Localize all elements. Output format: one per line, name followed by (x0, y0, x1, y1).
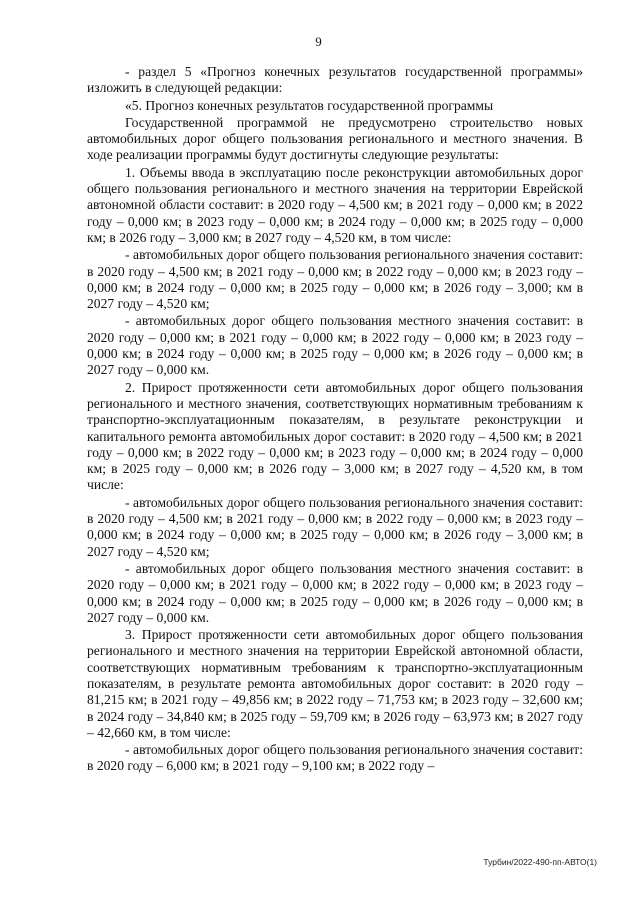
paragraph-section-5-intro: - раздел 5 «Прогноз конечных результатов государственной программы» изложить в следующей редакции: (87, 64, 583, 96)
page-number: 9 (315, 34, 322, 49)
paragraph-result-2-regional: - автомобильных дорог общего пользования регионального значения составит: в 2020 году – 4,500 км; в 2021 году – 0,000 км; в 2022 году – 0,000 км; в 2023 году – 0,000 км; в 2024 году – 0,000 км; в 2025 году – 0,000 км; в 2026 году – 3,000 км; в 2027 году – 4,520 км; (87, 494, 583, 559)
paragraph-result-3: 3. Прирост протяженности сети автомобильных дорог общего пользования регионального и местного значения на территории Еврейской автономной области, соответствующих нормативным требованиям к транспортно-эксплуатационным показателям, в результате ремонта автомобильных дорог составит: в 2020 году – 81,215 км; в 2021 году – 49,856 км; в 2022 году – 71,753 км; в 2023 году – 32,600 км; в 2024 году – 34,840 км; в 2025 году – 59,709 км; в 2026 году – 63,973 км; в 2027 году – 42,660 км, в том числе: (87, 627, 583, 740)
paragraph-section-5-title: «5. Прогноз конечных результатов государственной программы (125, 97, 494, 113)
paragraph-program-note: Государственной программой не предусмотрено строительство новых автомобильных дорог общего пользования регионального и местного значения. В ходе реализации программы будут достигнуты следующие результаты: (87, 114, 583, 163)
paragraph-result-2: 2. Прирост протяженности сети автомобильных дорог общего пользования регионального и местного значения, соответствующих нормативным требованиям к транспортно-эксплуатационным показателям, в результате реконструкции и капитального ремонта автомобильных дорог составит: в 2020 году – 4,500 км; в 2021 году – 0,000 км; в 2022 году – 0,000 км; в 2023 году – 0,000 км; в 2024 году – 0,000 км; в 2025 году – 0,000 км; в 2026 году – 3,000 км; в 2027 году – 4,520 км, в том числе: (87, 379, 583, 493)
document-body (87, 64, 583, 776)
paragraph-result-2-local: - автомобильных дорог общего пользования местного значения составит: в 2020 году – 0,000 км; в 2021 году – 0,000 км; в 2022 году – 0,000 км; в 2023 году – 0,000 км; в 2024 году – 0,000 км; в 2025 году – 0,000 км; в 2026 году – 0,000 км; в 2027 году – 0,000 км. (87, 560, 583, 625)
paragraph-result-1-regional: - автомобильных дорог общего пользования регионального значения составит: в 2020 году – 4,500 км; в 2021 году – 0,000 км; в 2022 году – 0,000 км; в 2023 году – 0,000 км; в 2024 году – 0,000 км; в 2025 году – 0,000 км; в 2026 году – 3,000; км в 2027 году – 4,520 км; (87, 247, 583, 312)
paragraph-result-1: 1. Объемы ввода в эксплуатацию после реконструкции автомобильных дорог общего пользования регионального и местного значения на территории Еврейской автономной области составит: в 2020 году – 4,500 км; в 2021 году – 0,000 км; в 2022 году – 0,000 км; в 2023 году – 0,000 км; в 2024 году – 0,000 км; в 2025 году – 0,000 км; в 2026 году – 3,000 км; в 2027 году – 4,520 км, в том числе: (87, 164, 583, 245)
paragraph-result-3-regional: - автомобильных дорог общего пользования регионального значения составит: в 2020 году – 6,000 км; в 2021 году – 9,100 км; в 2022 году – (87, 742, 583, 774)
paragraph-result-1-local: - автомобильных дорог общего пользования местного значения составит: в 2020 году – 0,000 км; в 2021 году – 0,000 км; в 2022 году – 0,000 км; в 2023 году – 0,000 км; в 2024 году – 0,000 км; в 2025 году – 0,000 км; в 2026 году – 0,000 км; в 2027 году – 0,000 км. (87, 313, 583, 378)
document-footer-code: Турбин/2022-490-пп-АВТО(1) (483, 857, 597, 867)
